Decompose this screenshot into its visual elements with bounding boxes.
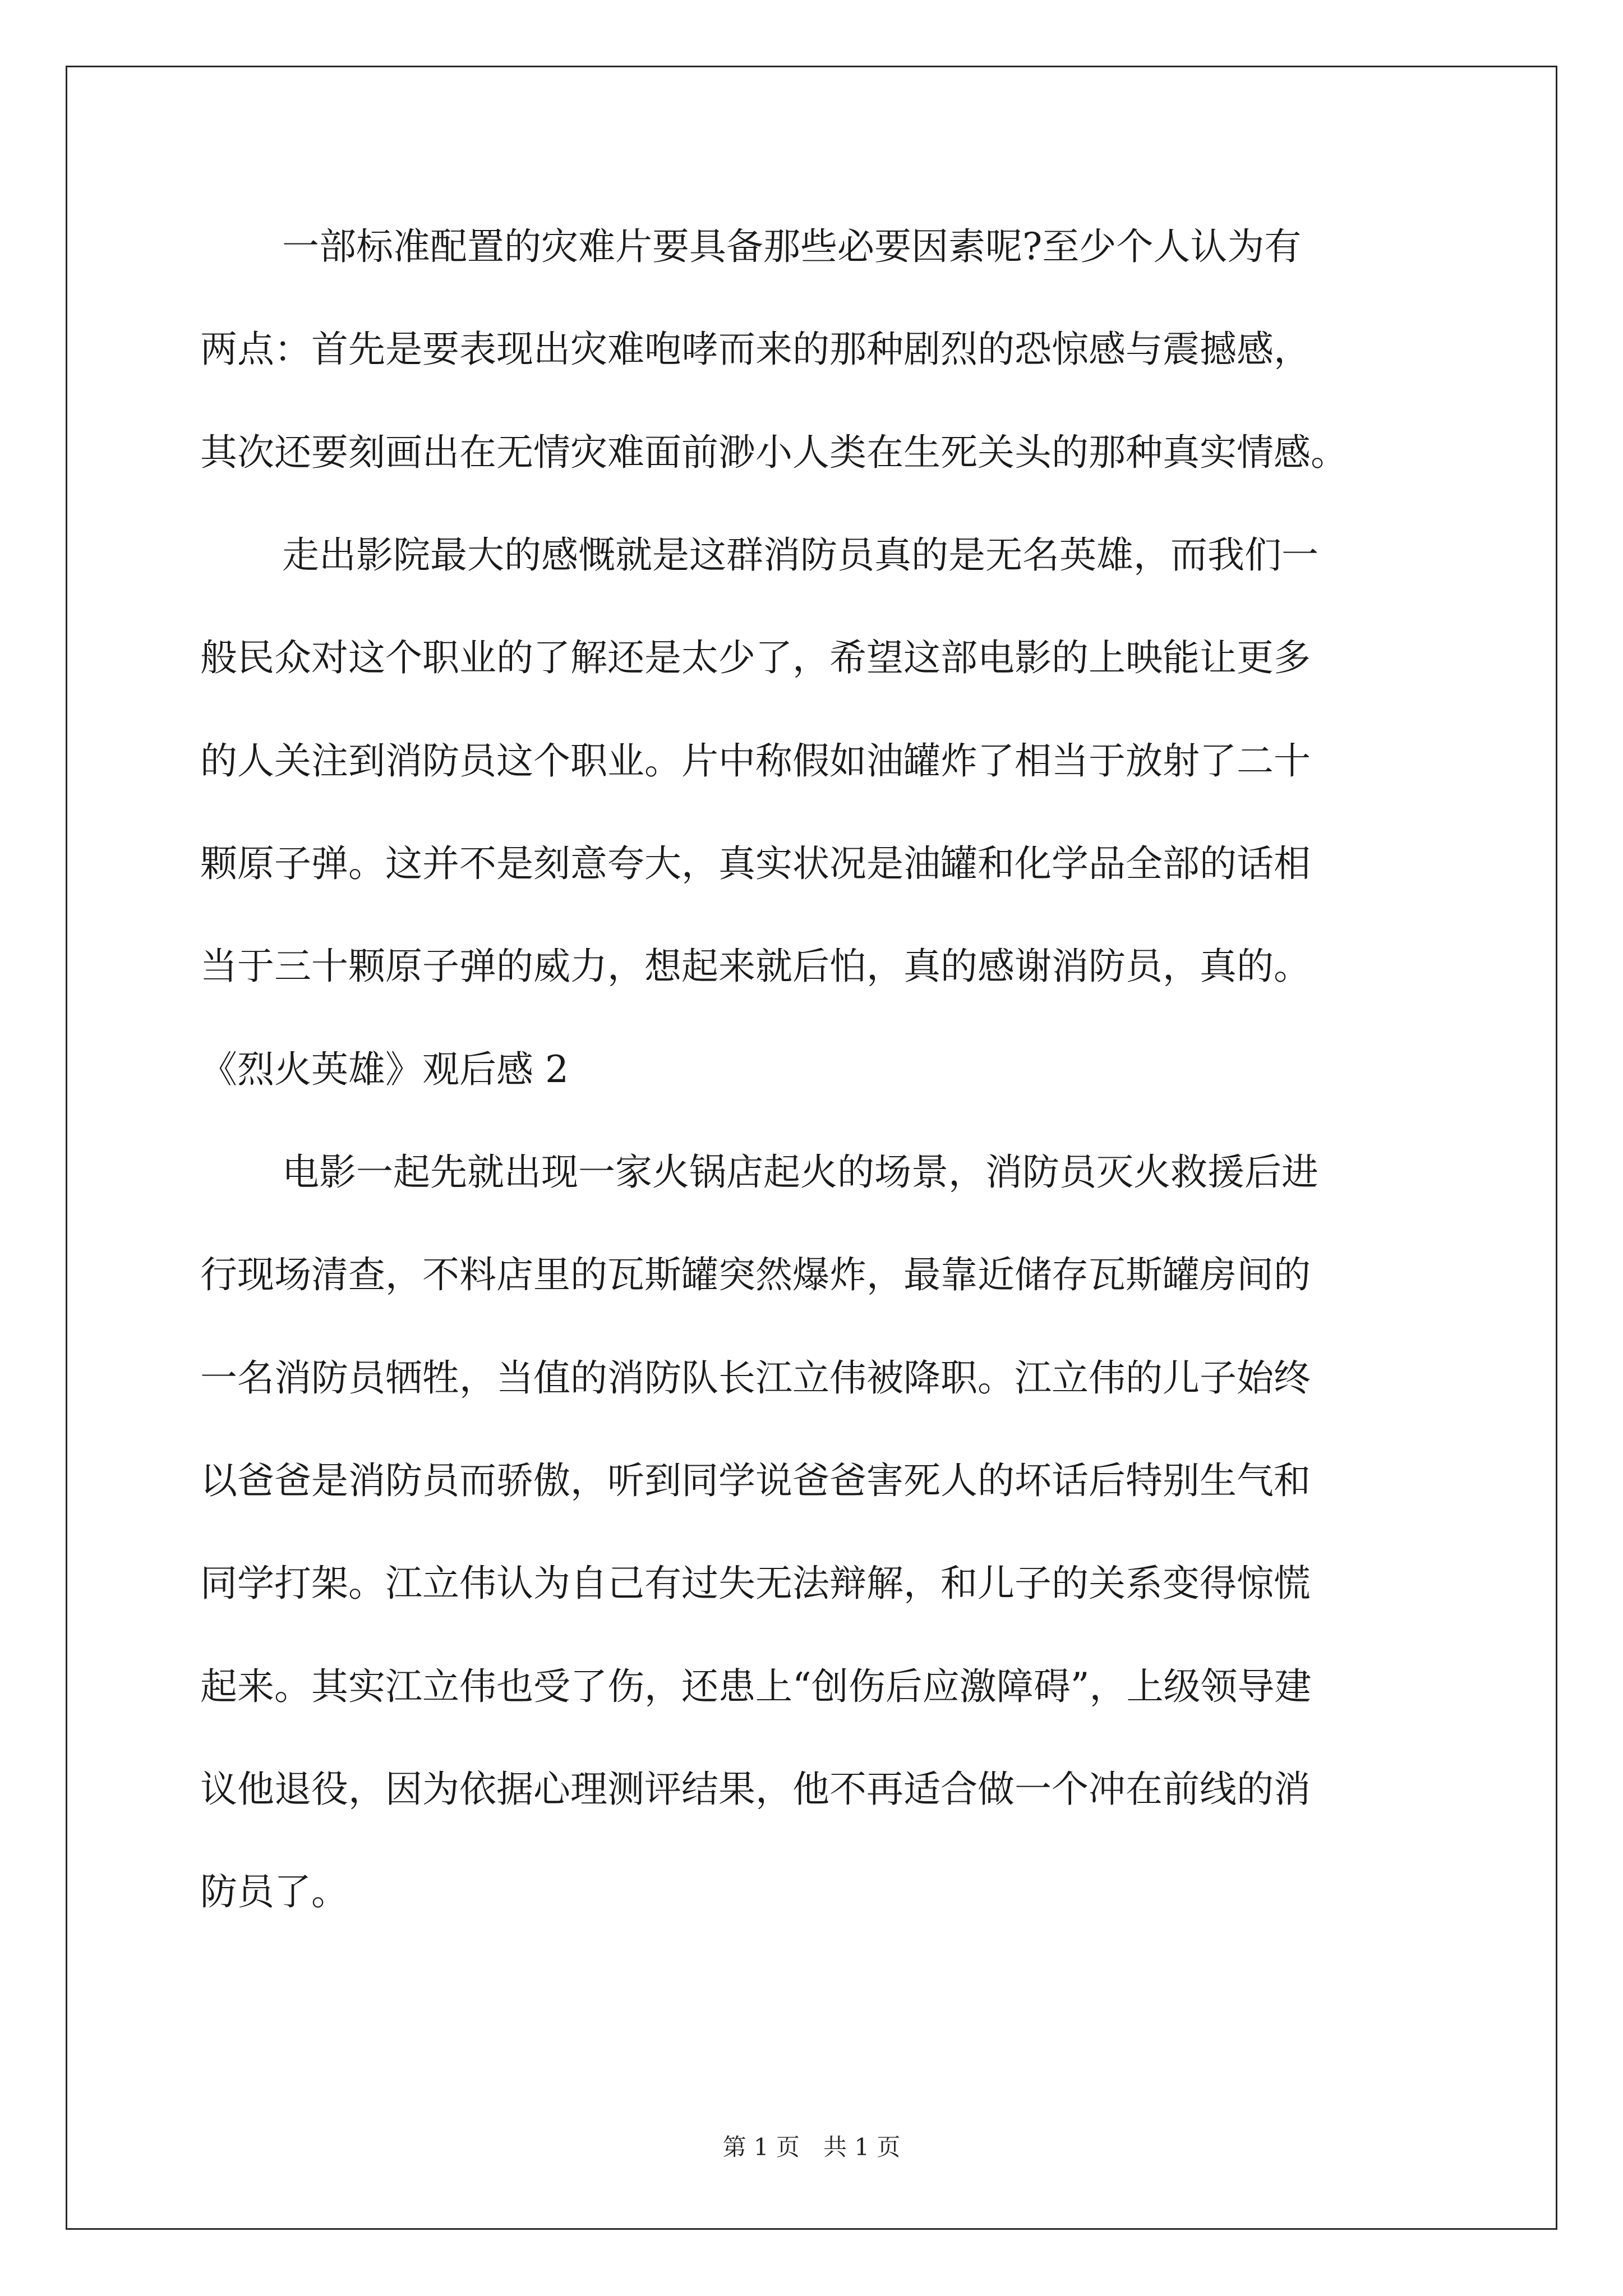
paragraph-3-line-6: 起来。其实江立伟也受了伤，还患上“创伤后应激障碍”，上级领导建	[200, 1665, 1312, 1708]
paragraph-3-line-7: 议他退役，因为依据心理测评结果，他不再适合做一个冲在前线的消	[200, 1768, 1311, 1811]
paragraph-2-line-4: 颗原子弹。这并不是刻意夸大，真实状况是油罐和化学品全部的话相	[200, 842, 1311, 885]
paragraph-3-line-5: 同学打架。江立伟认为自己有过失无法辩解，和儿子的关系变得惊慌	[200, 1562, 1311, 1605]
paragraph-3-line-3: 一名消防员牺牲，当值的消防队长江立伟被降职。江立伟的儿子始终	[200, 1356, 1311, 1400]
paragraph-2-line-2: 般民众对这个职业的了解还是太少了，希望这部电影的上映能让更多	[200, 636, 1311, 679]
page-number-footer: 第 1 页 共 1 页	[722, 2133, 901, 2161]
paragraph-2-line-3: 的人关注到消防员这个职业。片中称假如油罐炸了相当于放射了二十	[200, 739, 1311, 783]
paragraph-1-line-3: 其次还要刻画出在无情灾难面前渺小人类在生死关头的那种真实情感。	[200, 431, 1348, 474]
paragraph-1-line-1: 一部标准配置的灾难片要具备那些必要因素呢?至少个人认为有	[282, 225, 1302, 268]
paragraph-3-line-8: 防员了。	[200, 1870, 348, 1913]
paragraph-3-line-1: 电影一起先就出现一家火锅店起火的场景，消防员灭火救援后进	[282, 1151, 1318, 1194]
paragraph-3-line-4: 以爸爸是消防员而骄傲，听到同学说爸爸害死人的坏话后特别生气和	[200, 1459, 1311, 1502]
section-heading: 《烈火英雄》观后感 2	[200, 1048, 569, 1091]
paragraph-2-line-1: 走出影院最大的感慨就是这群消防员真的是无名英雄，而我们一	[282, 533, 1318, 577]
paragraph-1-line-2: 两点：首先是要表现出灾难咆哮而来的那种剧烈的恐惊感与震撼感，	[200, 328, 1311, 371]
paragraph-3-line-2: 行现场清查，不料店里的瓦斯罐突然爆炸，最靠近储存瓦斯罐房间的	[200, 1253, 1311, 1296]
paragraph-2-line-5: 当于三十颗原子弹的威力，想起来就后怕，真的感谢消防员，真的。	[200, 945, 1311, 988]
